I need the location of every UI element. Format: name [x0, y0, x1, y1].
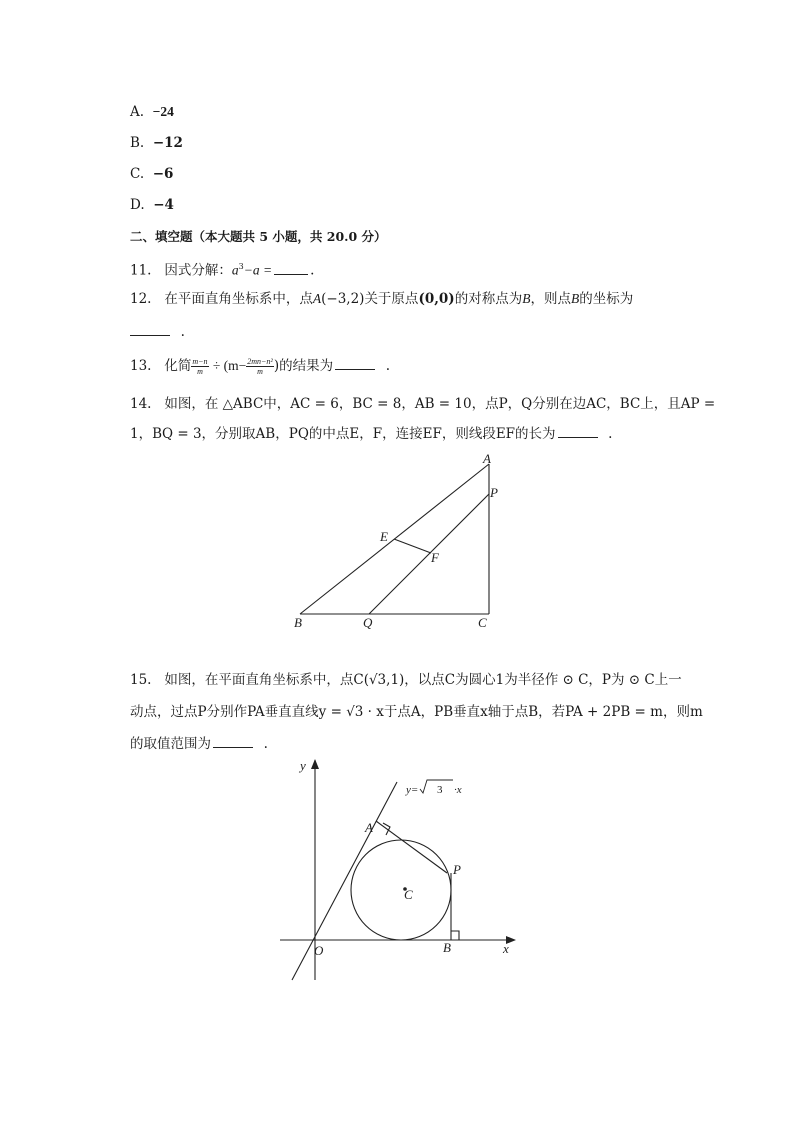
question-12-answer — [130, 322, 185, 342]
q15-text-line2: 动点，过点P分别作PA垂直直线y = √3 · x于点A，PB垂直x轴于点B，若PA + 2PB = m，则m — [130, 704, 703, 720]
equation-right: ·x — [454, 784, 462, 796]
question-number: 12. — [130, 291, 152, 307]
q15-text-line1: 如图，在平面直角坐标系中，点C(√3,1)，以点C为圆心1为半径作 ⊙ C，P为 ⊙ C上一 — [164, 672, 682, 688]
q12-origin: (0,0) — [418, 291, 455, 307]
q11-expr-rest: −a = — [243, 262, 273, 278]
choice-letter: A. — [130, 104, 145, 120]
q13-text: 的结果为 — [279, 358, 334, 374]
choice-value: −6 — [152, 166, 174, 182]
question-13 — [130, 356, 390, 376]
question-11 — [130, 257, 314, 281]
question-number: 11. — [130, 262, 152, 279]
segment-pa — [376, 821, 447, 873]
segment-ef — [394, 539, 431, 553]
q15-tail: . — [263, 736, 268, 752]
q14-tail: . — [608, 426, 613, 442]
line-equation-label — [405, 780, 462, 796]
equation-left: y= — [406, 784, 419, 796]
question-15-line2 — [130, 702, 703, 722]
q12-tail: . — [180, 324, 185, 340]
figure-15 — [275, 755, 525, 990]
question-number: 13. — [130, 358, 152, 374]
label-o: O — [314, 943, 324, 958]
choice-value: −4 — [153, 197, 174, 213]
label-c: C — [404, 887, 413, 902]
q12-point: B — [522, 291, 531, 306]
q14-text-line2: 1，BQ = 3，分别取AB，PQ的中点E，F，连接EF，则线段EF的长为 — [130, 426, 556, 442]
label-p: P — [490, 485, 498, 500]
q12-coords: (−3,2) — [321, 291, 365, 307]
answer-blank[interactable] — [130, 323, 170, 336]
equation-root: 3 — [437, 784, 443, 796]
q12-point: B — [570, 291, 580, 306]
right-angle-b — [451, 931, 459, 940]
question-15 — [130, 670, 682, 690]
answer-blank[interactable] — [558, 425, 598, 438]
label-b: B — [443, 940, 451, 955]
answer-blank[interactable] — [274, 262, 308, 275]
question-number: 15. — [130, 672, 152, 688]
choice-b — [130, 133, 183, 153]
q13-operator: ÷ (m− — [212, 358, 247, 373]
q12-text: 的对称点为 — [454, 291, 523, 307]
figure-14 — [280, 450, 510, 635]
label-f: F — [431, 550, 439, 565]
choice-d — [130, 195, 174, 215]
fraction-numerator: m−n — [192, 357, 208, 366]
fraction-denominator: m — [197, 367, 203, 376]
choice-value: −12 — [152, 135, 183, 151]
answer-blank[interactable] — [213, 735, 253, 748]
fraction-denominator: m — [257, 367, 263, 376]
answer-blank[interactable] — [335, 357, 375, 370]
question-number: 14. — [130, 396, 152, 412]
choice-value: −24 — [152, 104, 174, 119]
q13-fraction-1 — [191, 357, 208, 376]
q12-text: 在平面直角坐标系中，点 — [164, 291, 313, 307]
q12-text: 关于原点 — [364, 291, 419, 307]
q11-exp: 3 — [238, 262, 244, 271]
q13-close: ) — [273, 358, 280, 374]
question-14-line2 — [130, 424, 612, 444]
q11-prefix: 因式分解： — [164, 262, 232, 279]
choice-c — [130, 164, 173, 184]
circle-c — [351, 840, 451, 940]
question-12 — [130, 289, 633, 309]
choice-letter: D. — [130, 197, 145, 213]
q14-text-line1: 如图，在 △ABC中，AC = 6，BC = 8，AB = 10，点P，Q分别在边AC，BC上，且AP = — [164, 396, 716, 412]
question-14 — [130, 394, 715, 414]
label-b: B — [294, 615, 302, 630]
section-title: 二、填空题（本大题共 5 小题，共 20.0 分） — [130, 229, 387, 244]
q12-text: 的坐标为 — [579, 291, 634, 307]
q11-suffix: . — [310, 262, 315, 279]
label-y: y — [300, 758, 306, 773]
label-a: A — [365, 820, 373, 835]
q13-tail: . — [385, 358, 390, 374]
choice-letter: B. — [130, 135, 145, 151]
q12-text: ，则点 — [530, 291, 571, 307]
q15-text-line3: 的取值范围为 — [130, 736, 211, 752]
q13-text: 化简 — [164, 358, 192, 374]
q11-expr-a: a — [231, 262, 239, 278]
fraction-numerator: 2mn−n² — [247, 357, 273, 366]
label-c: C — [478, 615, 487, 630]
choice-a — [130, 102, 174, 122]
line-y-root3-x — [292, 782, 397, 980]
label-a: A — [483, 451, 491, 466]
label-q: Q — [363, 615, 373, 630]
label-x: x — [503, 941, 509, 956]
q13-fraction-2 — [246, 357, 274, 376]
q12-point: A — [312, 291, 322, 306]
choice-letter: C. — [130, 166, 145, 182]
label-p: P — [453, 862, 461, 877]
question-15-line3 — [130, 734, 268, 754]
label-e: E — [380, 529, 388, 544]
